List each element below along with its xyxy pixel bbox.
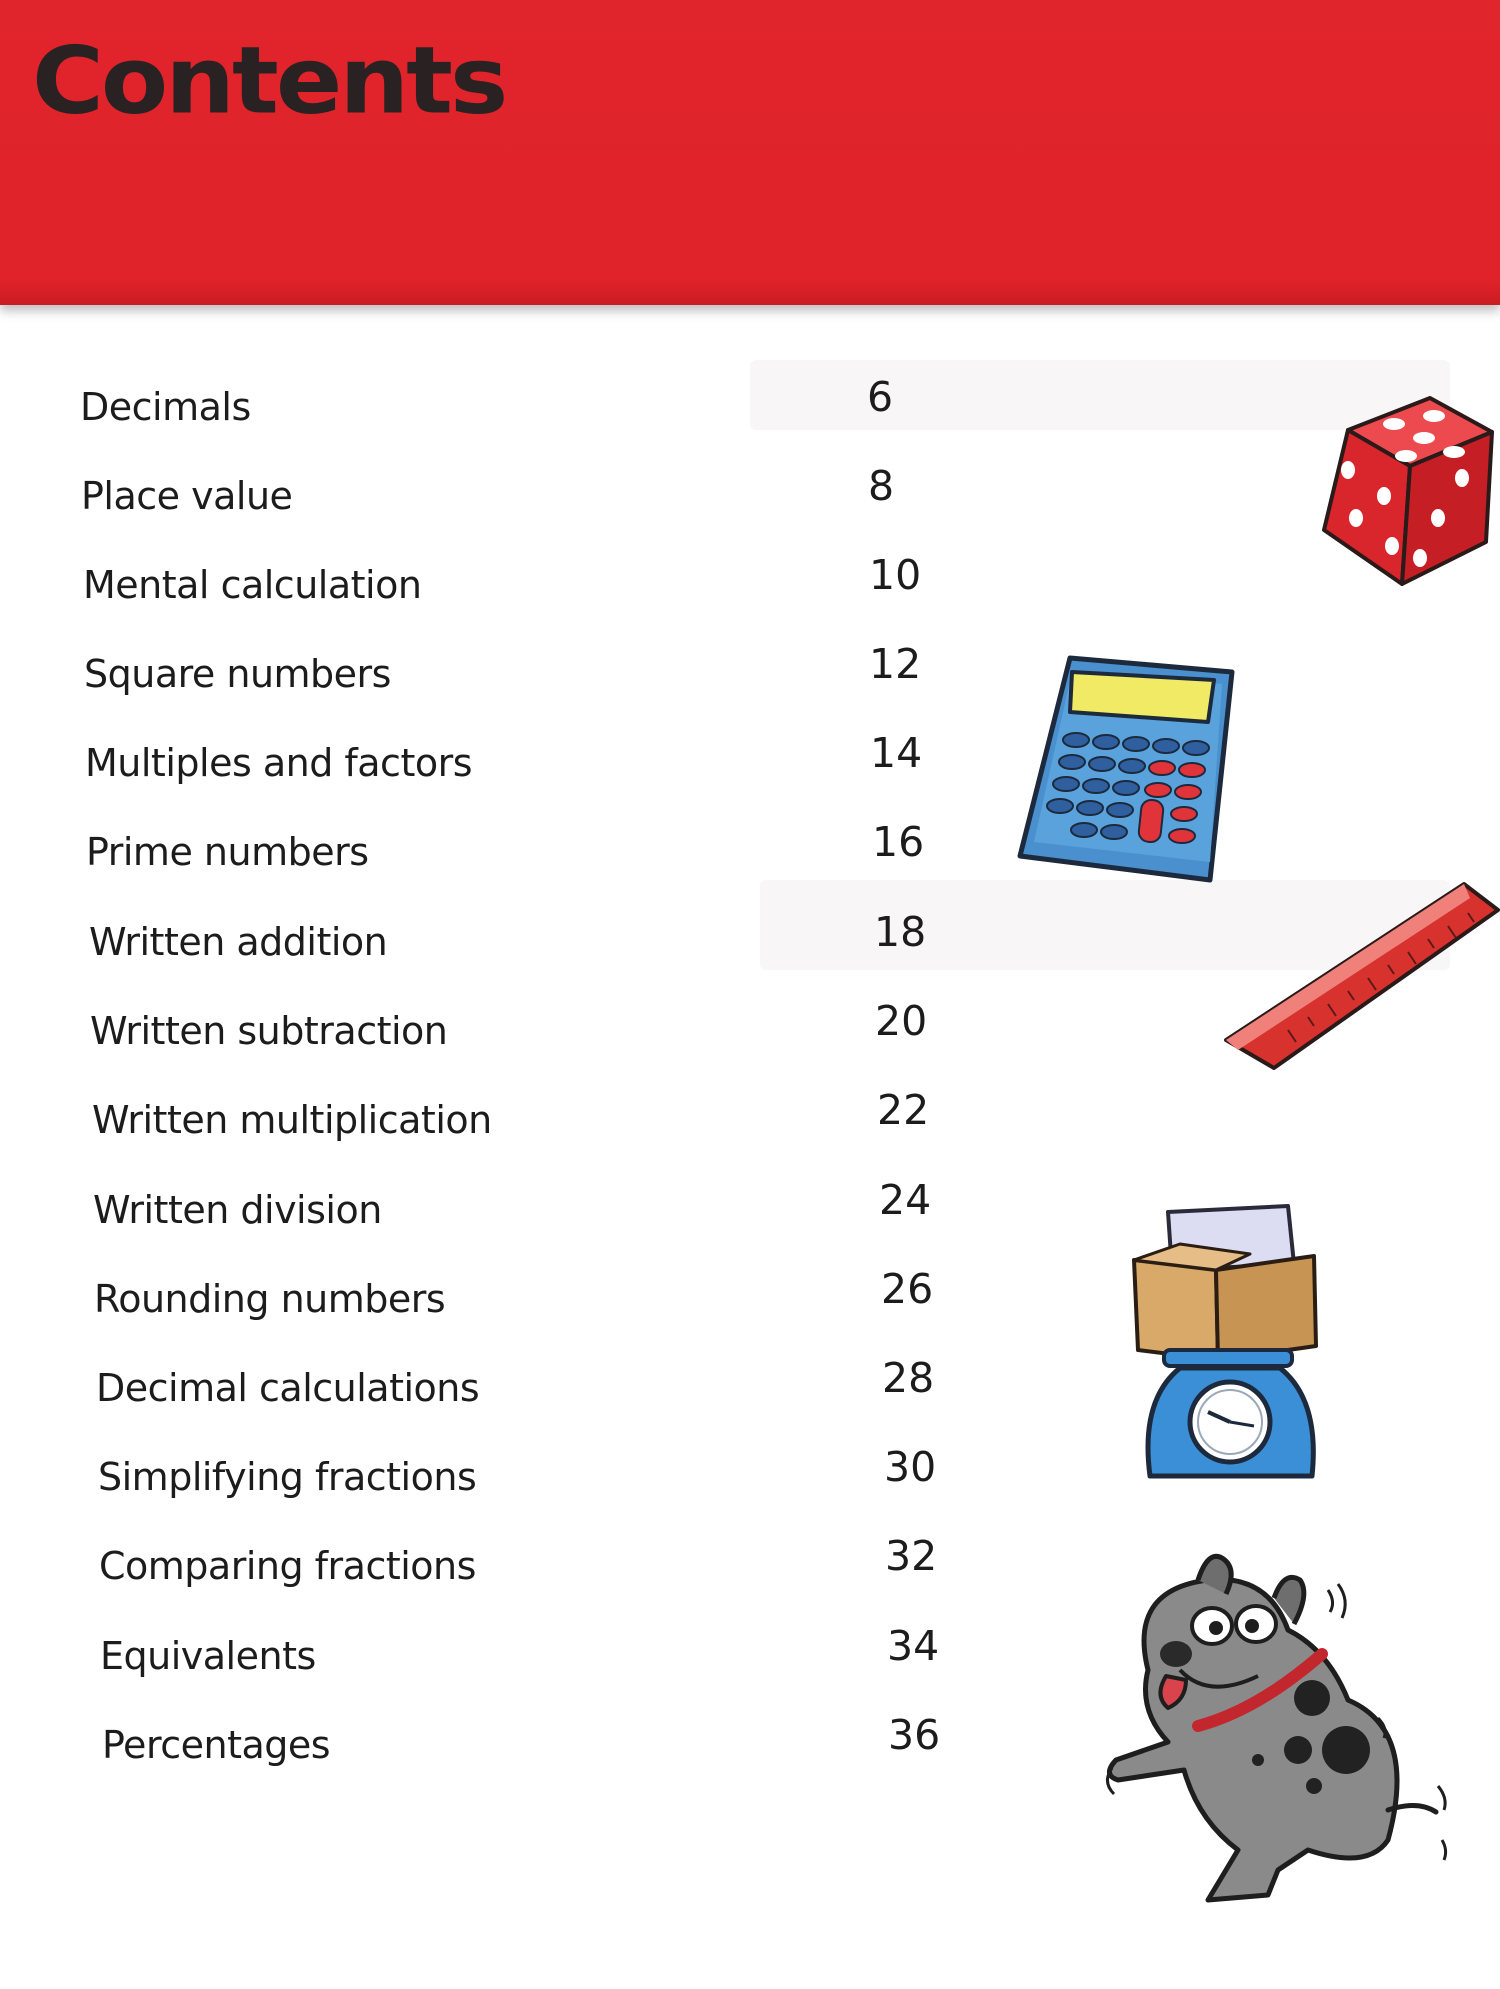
toc-page-number: 28 [882,1354,935,1402]
toc-row[interactable] [92,1086,972,1158]
toc-page-number: 32 [885,1532,938,1580]
toc-page-number: 10 [869,551,922,599]
toc-label: Simplifying fractions [98,1455,477,1499]
toc-row[interactable] [89,908,969,980]
toc-label: Decimals [80,385,251,429]
toc-page-number: 34 [887,1622,940,1670]
toc-row[interactable] [93,1176,973,1248]
toc-row[interactable] [85,729,965,801]
toc-label: Mental calculation [83,563,422,607]
toc-label: Square numbers [84,652,391,696]
toc-page-number: 20 [875,997,928,1045]
toc-page-number: 24 [879,1176,932,1224]
toc-row[interactable] [81,462,961,534]
page-title: Contents [32,26,506,136]
toc-page-number: 18 [874,908,927,956]
toc-row[interactable] [102,1711,982,1783]
calculator-icon [1010,650,1240,890]
ruler-icon [1218,880,1500,1080]
toc-page-number: 36 [888,1711,941,1759]
toc-label: Written addition [89,920,388,964]
toc-label: Written multiplication [92,1098,492,1142]
toc-row[interactable] [94,1265,974,1337]
toc-page-number: 6 [867,373,894,421]
toc-label: Written subtraction [90,1009,448,1053]
toc-row[interactable] [98,1443,978,1515]
toc-page-number: 26 [881,1265,934,1313]
toc-row[interactable] [83,551,963,623]
toc-label: Comparing fractions [99,1544,476,1588]
toc-page-number: 12 [869,640,922,688]
toc-page-number: 14 [870,729,923,777]
toc-row[interactable] [84,640,964,712]
toc-row[interactable] [99,1532,979,1604]
toc-label: Decimal calculations [96,1366,480,1410]
toc-row[interactable] [80,373,960,445]
toc-page-number: 8 [868,462,895,510]
toc-page-number: 22 [877,1086,930,1134]
scale-with-parcel-icon [1120,1200,1340,1485]
toc-page-number: 30 [884,1443,937,1491]
toc-label: Place value [81,474,293,518]
toc-label: Multiples and factors [85,741,473,785]
toc-row[interactable] [100,1622,980,1694]
toc-row[interactable] [90,997,970,1069]
toc-label: Equivalents [100,1634,316,1678]
toc-label: Written division [93,1188,382,1232]
toc-page-number: 16 [872,818,925,866]
toc-row[interactable] [86,818,966,890]
toc-label: Rounding numbers [94,1277,446,1321]
toc-label: Percentages [102,1723,331,1767]
toc-label: Prime numbers [86,830,369,874]
dice-icon [1310,390,1500,590]
toc-row[interactable] [96,1354,976,1426]
dog-icon [1088,1550,1468,1920]
